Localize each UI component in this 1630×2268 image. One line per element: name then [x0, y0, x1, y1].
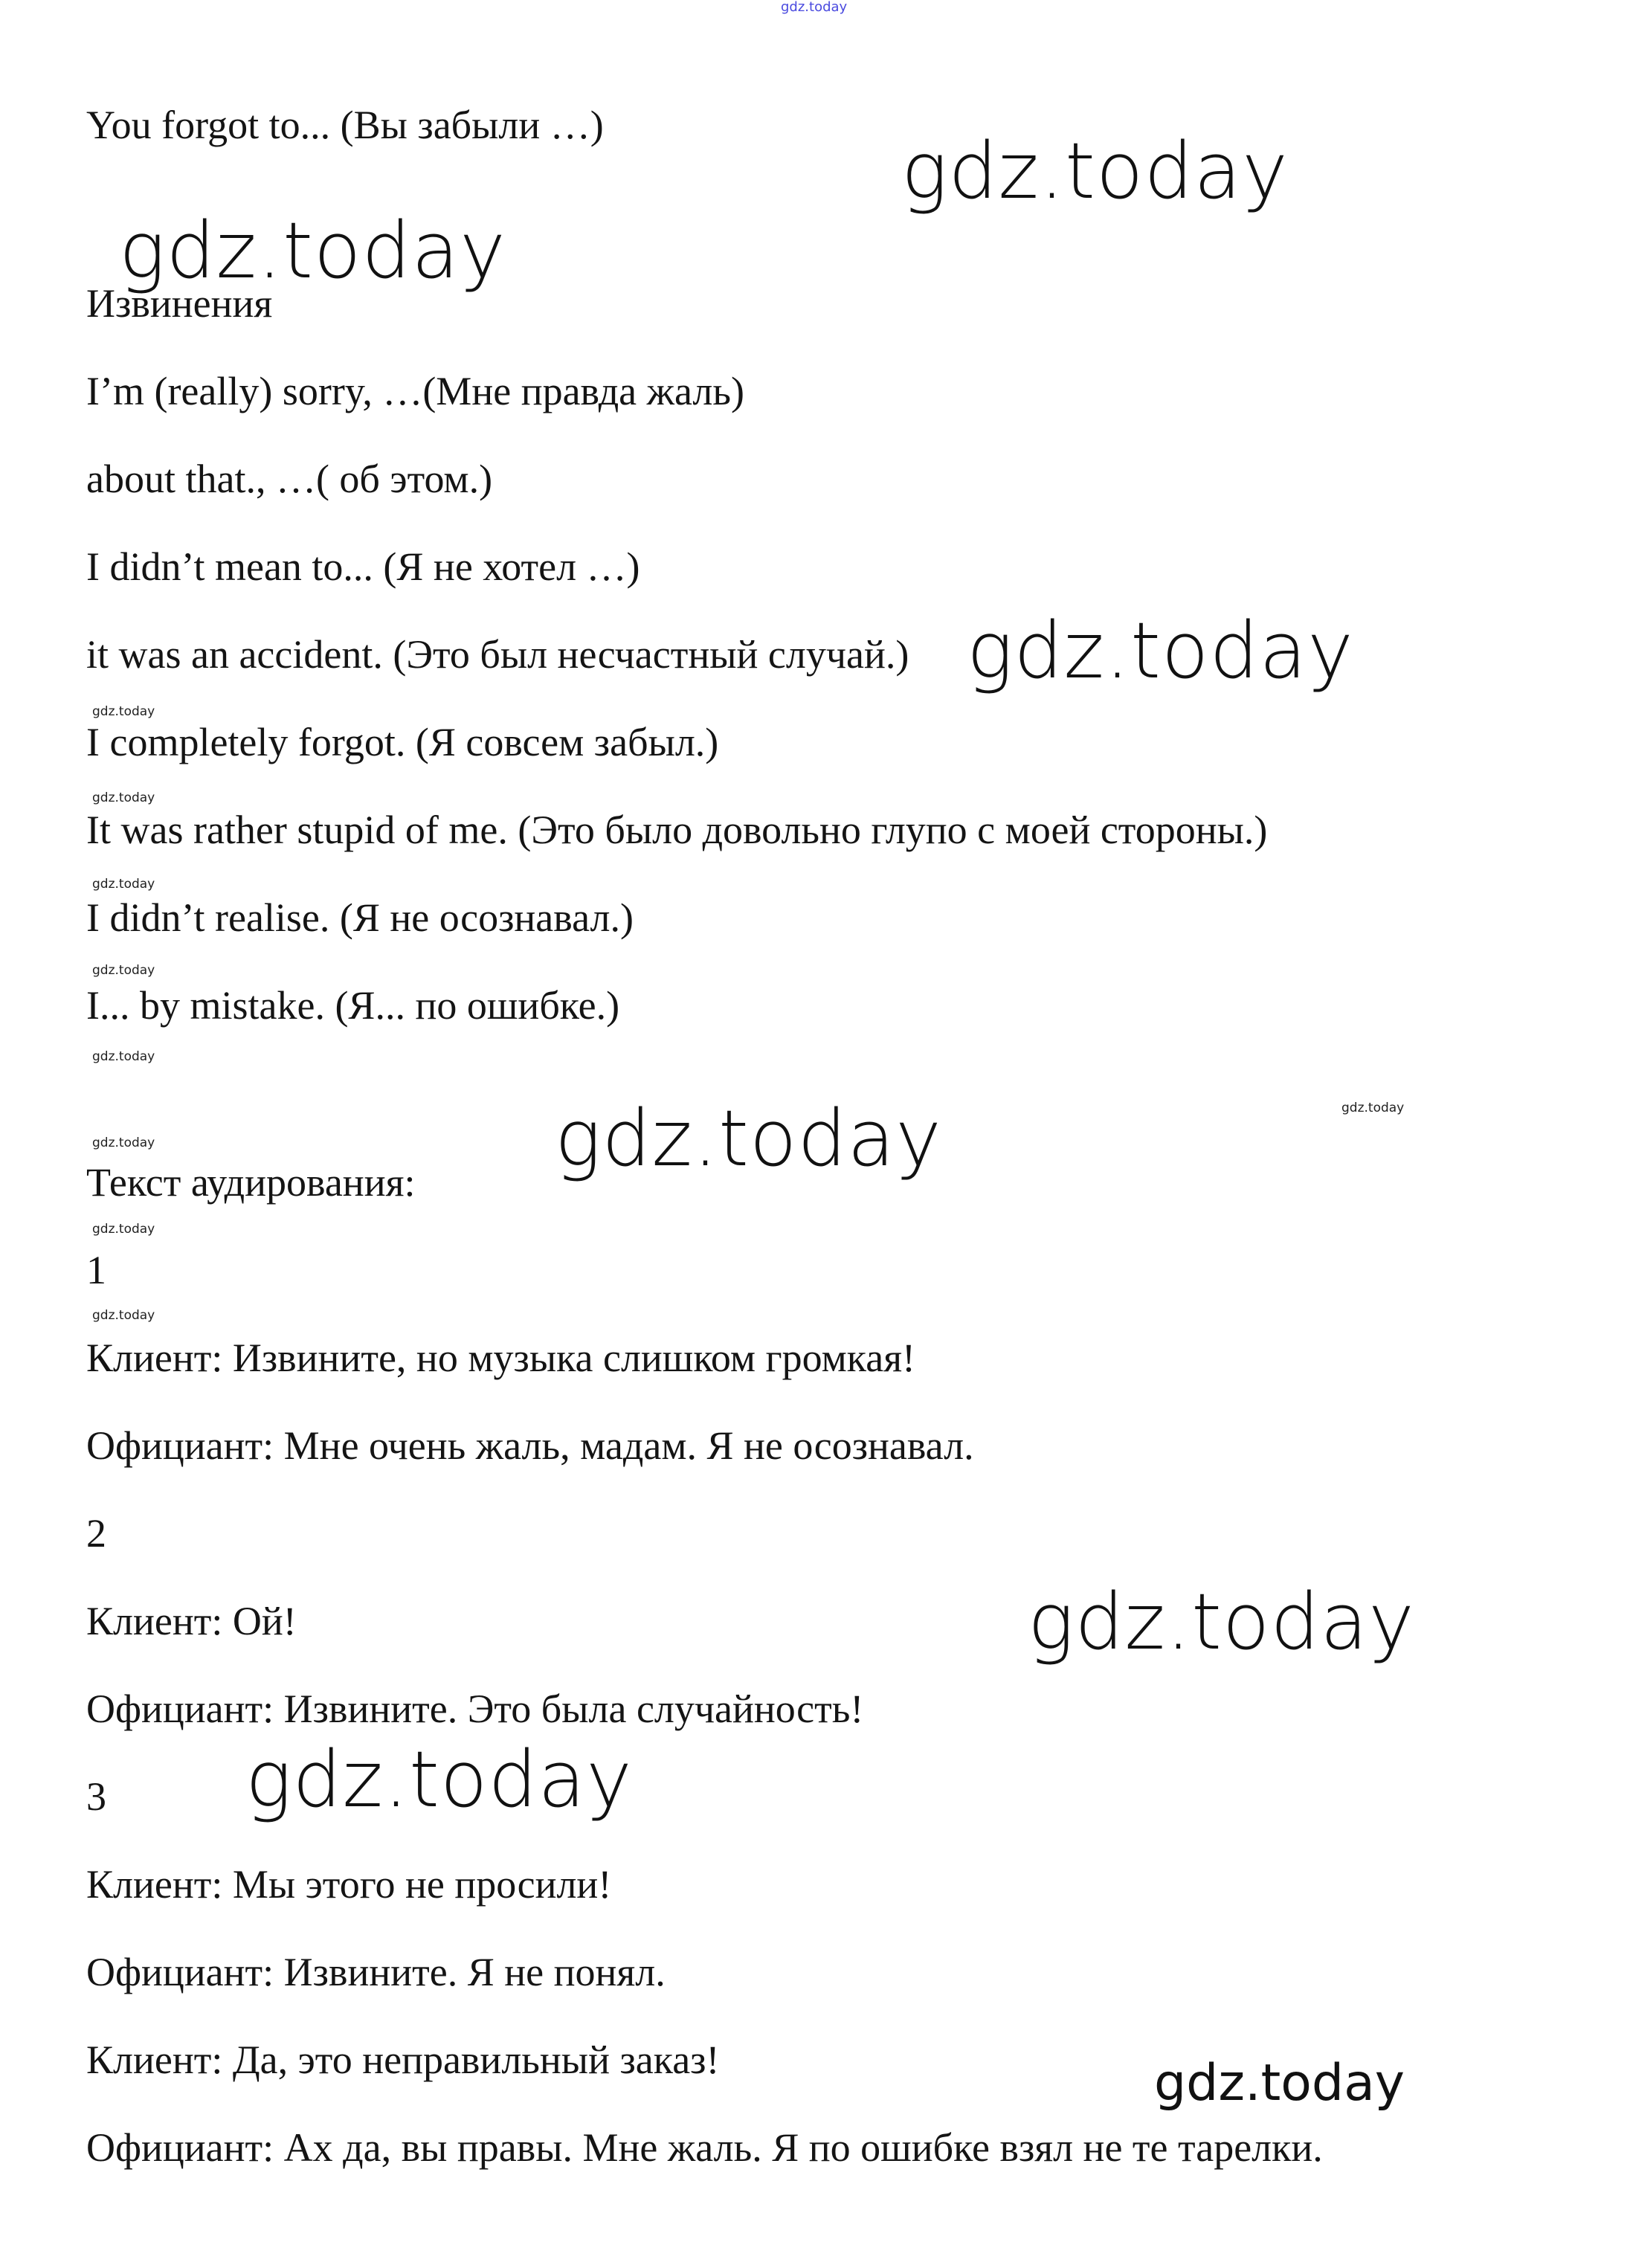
dialogue-line: Официант: Извините. Это была случайность!	[86, 1686, 864, 1731]
dialogue-line: Клиент: Ой!	[86, 1599, 297, 1643]
section-heading: Текст аудирования:	[86, 1160, 416, 1205]
header-watermark: gdz.today	[781, 0, 848, 15]
dialogue-line: Официант: Извините. Я не понял.	[86, 1950, 666, 1994]
text-line: It was rather stupid of me. (Это было довольно глупо с моей стороны.)	[86, 808, 1268, 852]
text-line: I didn’t mean to... (Я не хотел …)	[86, 544, 640, 589]
small-watermark: gdz.today	[92, 963, 155, 978]
watermark: gdz.today	[1154, 2054, 1405, 2113]
watermark: gdz.today	[901, 126, 1289, 216]
watermark: gdz.today	[119, 205, 506, 296]
dialogue-number: 2	[86, 1511, 106, 1556]
watermark: gdz.today	[967, 605, 1354, 696]
dialogue-line: Клиент: Извините, но музыка слишком громкая!	[86, 1336, 916, 1380]
text-line: You forgot to... (Вы забыли …)	[86, 103, 604, 147]
text-line: I’m (really) sorry, …(Мне правда жаль)	[86, 369, 744, 413]
small-watermark: gdz.today	[92, 790, 155, 805]
text-line: it was an accident. (Это был несчастный случай.)	[86, 632, 909, 677]
dialogue-number: 3	[86, 1774, 106, 1819]
small-watermark: gdz.today	[92, 1222, 155, 1237]
dialogue-line: Официант: Мне очень жаль, мадам. Я не осознавал.	[86, 1423, 974, 1468]
watermark: gdz.today	[555, 1093, 942, 1184]
dialogue-line: Клиент: Мы этого не просили!	[86, 1862, 612, 1907]
small-watermark: gdz.today	[1341, 1101, 1405, 1115]
small-watermark: gdz.today	[92, 1308, 155, 1323]
small-watermark: gdz.today	[92, 704, 155, 719]
small-watermark: gdz.today	[92, 877, 155, 892]
dialogue-line: Официант: Ах да, вы правы. Мне жаль. Я по ошибке взял не те тарелки.	[86, 2125, 1323, 2170]
small-watermark: gdz.today	[92, 1135, 155, 1150]
dialogue-line: Клиент: Да, это неправильный заказ!	[86, 2037, 720, 2082]
text-line: I completely forgot. (Я совсем забыл.)	[86, 720, 719, 764]
text-line: I... by mistake. (Я... по ошибке.)	[86, 983, 620, 1028]
text-line: about that., …( об этом.)	[86, 457, 493, 501]
watermark: gdz.today	[1028, 1576, 1415, 1667]
small-watermark: gdz.today	[92, 1049, 155, 1064]
dialogue-number: 1	[86, 1248, 106, 1292]
section-heading: Извинения	[86, 281, 273, 326]
watermark: gdz.today	[245, 1734, 633, 1825]
text-line: I didn’t realise. (Я не осознавал.)	[86, 895, 634, 940]
